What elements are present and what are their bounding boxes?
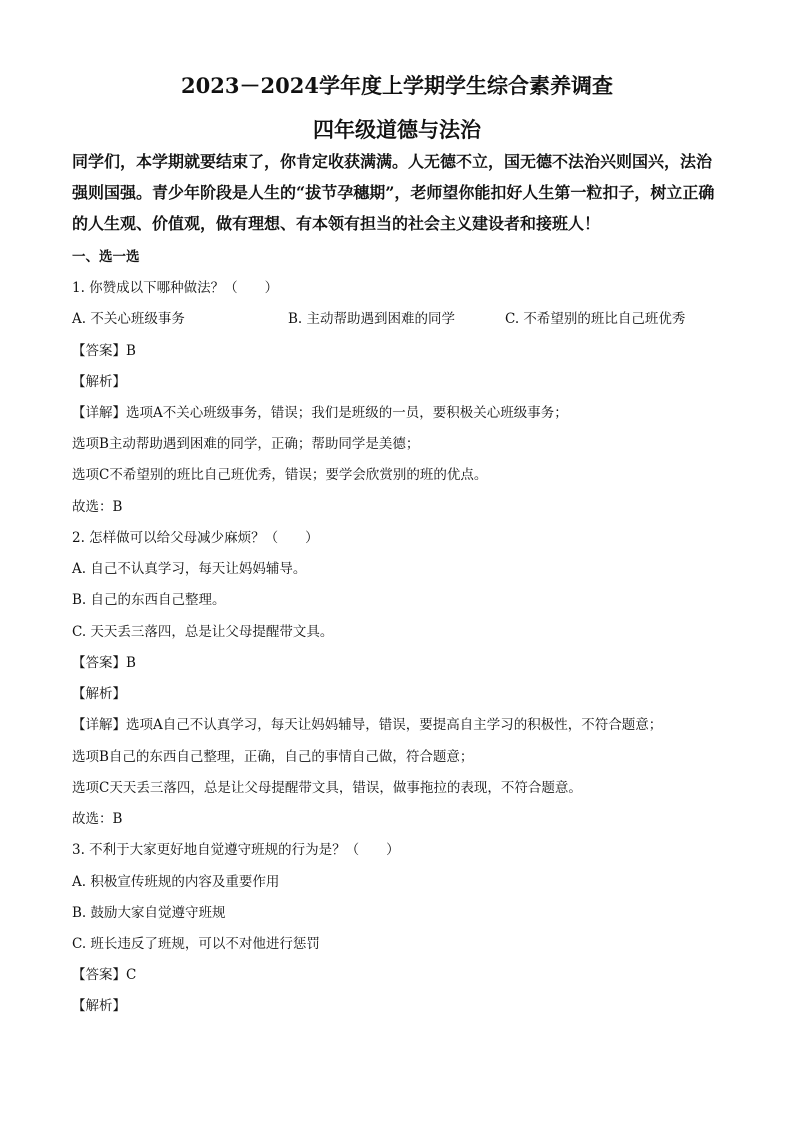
analysis-label: 【解析】 (72, 686, 126, 702)
option-a: A. 不关心班级事务 (72, 311, 185, 327)
option-b: B. 主动帮助遇到困难的同学 (288, 311, 456, 327)
intro-paragraph: 同学们，本学期就要结束了，你肯定收获满满。人无德不立，国无德不法治兴则国兴，法治强则国强。青少年阶段是人生的“拔节孕穗期”，老师望你能扣好人生第一粒扣子，树立正确的人生观、价值观，做有理想、有本领有担当的社会主义建设者和接班人！ (72, 152, 715, 233)
analysis-label: 【解析】 (72, 374, 126, 390)
page-title: 2023－2024学年度上学期学生综合素养调查 (181, 73, 613, 98)
option-a: A. 积极宣传班规的内容及重要作用 (72, 874, 280, 890)
question-stem: 2. 怎样做可以给父母减少麻烦？（ ） (72, 530, 319, 546)
question-stem: 3. 不利于大家更好地自觉遵守班规的行为是？（ ） (72, 842, 400, 858)
option-a: A. 自己不认真学习，每天让妈妈辅导。 (72, 561, 307, 577)
detail-line: 选项B主动帮助遇到困难的同学，正确；帮助同学是美德； (72, 436, 420, 452)
answer: 【答案】B (72, 343, 136, 359)
conclusion: 故选：B (72, 811, 123, 827)
detail-line: 选项B自己的东西自己整理，正确，自己的事情自己做，符合题意； (72, 749, 474, 765)
section-title: 一、选一选 (72, 249, 140, 265)
question-stem: 1. 你赞成以下哪种做法？（ ） (72, 280, 279, 296)
answer: 【答案】B (72, 655, 136, 671)
detail-line: 【详解】选项A不关心班级事务，错误；我们是班级的一员，要积极关心班级事务； (72, 405, 568, 421)
option-c: C. 不希望别的班比自己班优秀 (505, 311, 686, 327)
answer: 【答案】C (72, 967, 137, 983)
page-subtitle: 四年级道德与法治 (313, 117, 481, 142)
detail-line: 选项C天天丢三落四，总是让父母提醒带文具，错误，做事拖拉的表现，不符合题意。 (72, 780, 582, 796)
conclusion: 故选：B (72, 499, 123, 515)
option-c: C. 班长违反了班规，可以不对他进行惩罚 (72, 936, 320, 952)
analysis-label: 【解析】 (72, 998, 126, 1014)
detail-line: 【详解】选项A自己不认真学习，每天让妈妈辅导，错误，要提高自主学习的积极性，不符合题意； (72, 717, 663, 733)
option-b: B. 鼓励大家自觉遵守班规 (72, 905, 226, 921)
option-c: C. 天天丢三落四，总是让父母提醒带文具。 (72, 624, 334, 640)
option-b: B. 自己的东西自己整理。 (72, 592, 226, 608)
detail-line: 选项C不希望别的班比自己班优秀，错误；要学会欣赏别的班的优点。 (72, 467, 488, 483)
